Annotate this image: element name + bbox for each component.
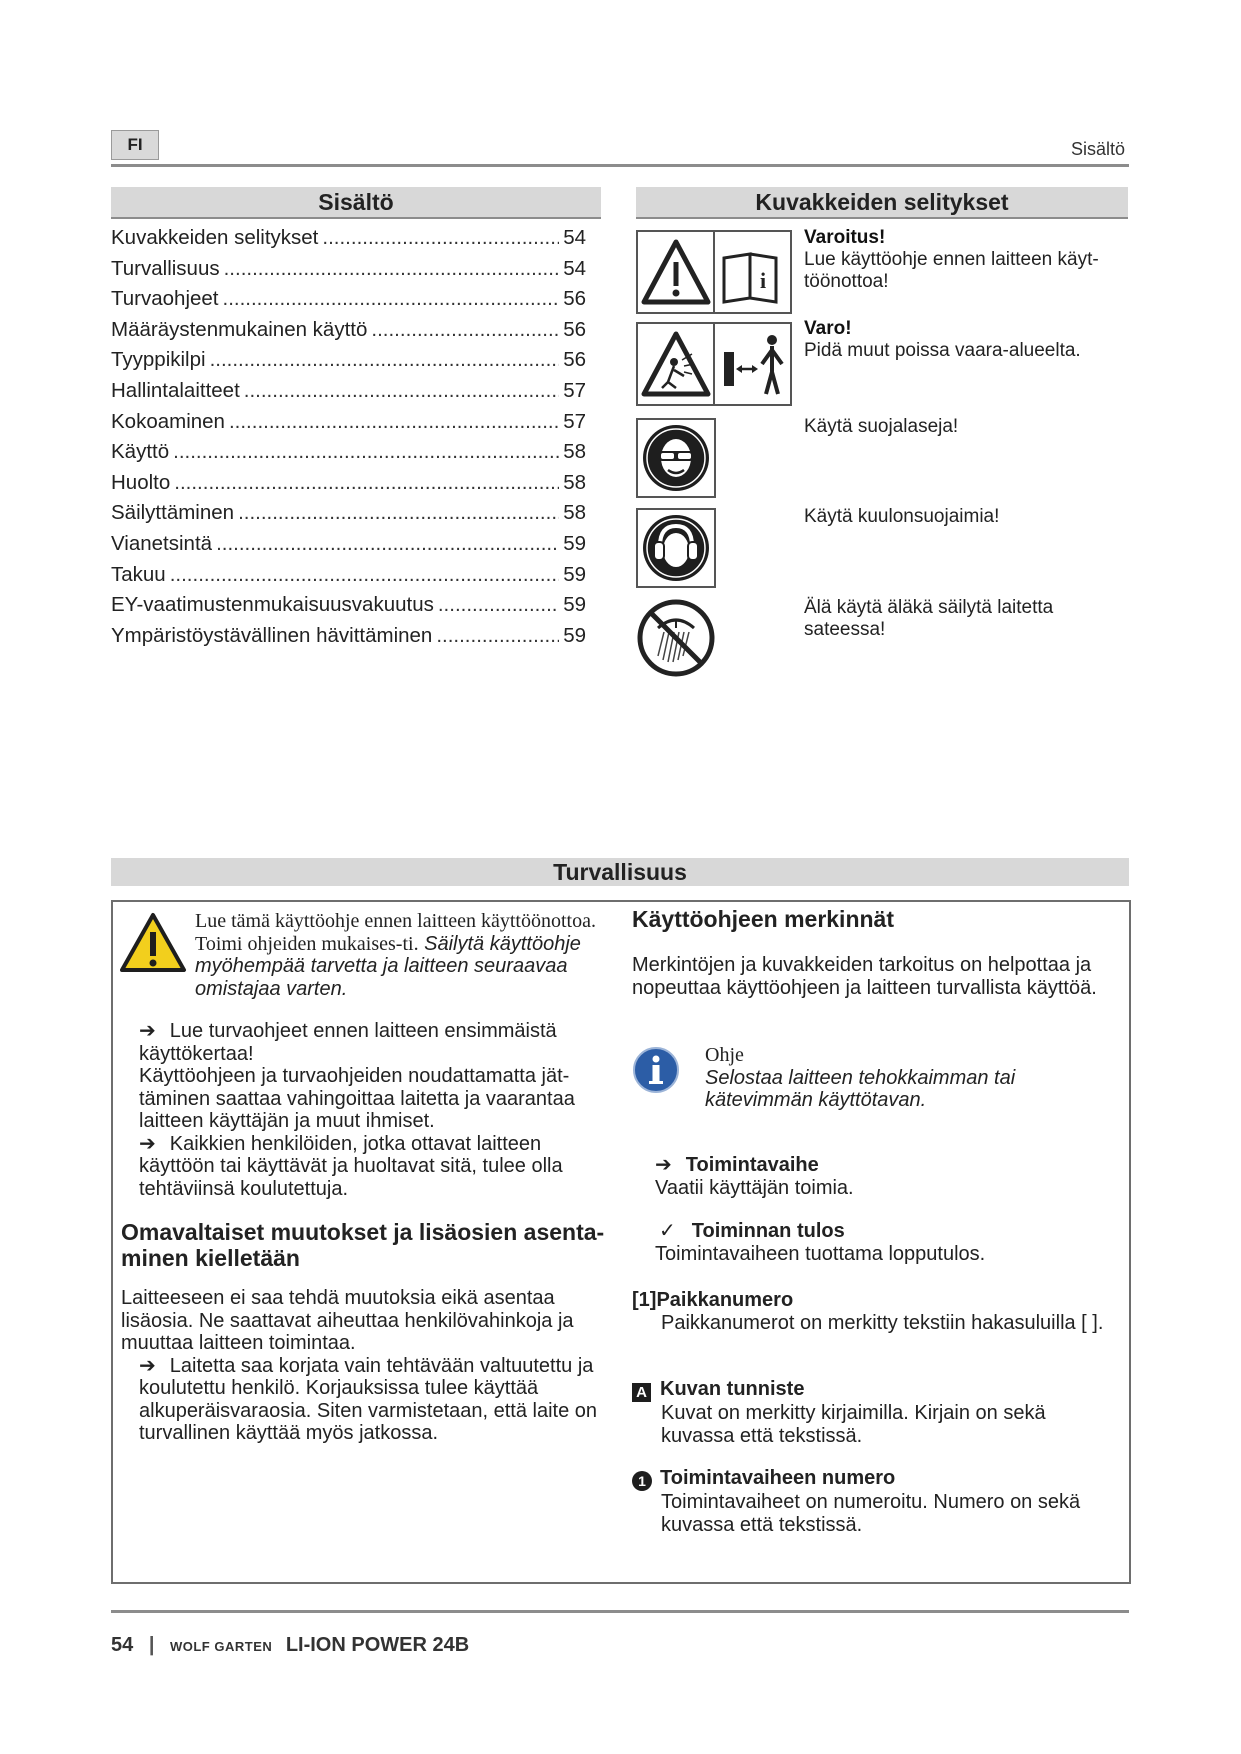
warning-triangle-icon [119, 912, 187, 974]
step-text: Vaatii käyttäjän toimia. [655, 1176, 854, 1199]
toc-entry-label: Vianetsintä [111, 531, 213, 555]
toc-entry-label: Hallintalaitteet [111, 378, 240, 402]
toc-leader-dots [170, 563, 559, 587]
toc-entry-label: Turvaohjeet [111, 287, 219, 311]
toc-leader-dots [216, 532, 559, 556]
toc-entry-label: Säilyttäminen [111, 501, 235, 525]
arrow-icon: ➔ [655, 1154, 672, 1176]
toc-entry[interactable] [111, 532, 586, 563]
symbol-text-caution [804, 318, 1134, 362]
symbol-heading-caution: Varo! [804, 318, 852, 339]
symbol-desc-ear: Käytä kuulonsuojaimia! [804, 506, 1000, 527]
symbol-text-warning [804, 227, 1134, 293]
ear-protection-symbol [636, 508, 716, 588]
goggles-symbol [636, 418, 716, 498]
toc-entry-label: Huolto [111, 470, 171, 494]
note-block [705, 1044, 1125, 1112]
result-label: Toiminnan tulos [691, 1220, 845, 1242]
toc-entry-page: 58 [563, 440, 586, 464]
page-number: 54 [111, 1634, 134, 1656]
safety-intro-serif: Lue tämä käyttöohje ennen laitteen käyttöönottoa. Toimi ohjeiden mukaises-ti. [195, 910, 596, 955]
warning-read-manual-icon [638, 232, 790, 312]
figure-block [632, 1378, 1112, 1447]
table-of-contents [111, 226, 586, 654]
toc-entry-page: 57 [563, 409, 586, 433]
safety-bullet-2: Kaikkien henkilöiden, jotka ottavat laitteen käyttöön tai käyttävät ja huoltavat sitä, tulee olla tehtäviinsä koulutettuja. [139, 1132, 563, 1200]
toc-entry[interactable] [111, 593, 586, 624]
symbols-title: Kuvakkeiden selitykset [636, 187, 1128, 219]
toc-entry-page: 54 [563, 256, 586, 280]
note-text: Selostaa laitteen tehokkaimman tai kätevimmän käyttötavan. [705, 1066, 1016, 1111]
header-rule [111, 164, 1129, 167]
toc-leader-dots [223, 287, 560, 311]
toc-entry[interactable] [111, 257, 586, 288]
toc-leader-dots [371, 318, 559, 342]
symbol-desc-goggles: Käytä suojalaseja! [804, 416, 959, 437]
symbol-desc-rain: Älä käytä äläkä säilytä laitetta sateessa! [804, 597, 1054, 640]
toc-leader-dots [322, 226, 559, 250]
toc-entry[interactable] [111, 287, 586, 318]
toc-entry-label: Käyttö [111, 440, 170, 464]
symbol-text-ear [804, 506, 1134, 528]
step-number-block [632, 1467, 1112, 1536]
symbol-desc-warning: Lue käyttöohje ennen laitteen käyt-töönottoa! [804, 249, 1099, 292]
info-icon [632, 1046, 680, 1094]
toc-entry[interactable] [111, 440, 586, 471]
language-tag: FI [111, 130, 159, 160]
arrow-icon: ➔ [139, 1132, 156, 1155]
result-text: Toimintavaiheen tuottama lopputulos. [655, 1242, 986, 1265]
safety-bullet-1: Lue turvaohjeet ennen laitteen ensimmäistä käyttökertaa! [139, 1020, 557, 1065]
safety-title: Turvallisuus [111, 858, 1129, 886]
safety-para-2: Laitteeseen ei saa tehdä muutoksia eikä asentaa lisäosia. Ne saattavat aiheuttaa henkilövahinkoja ja muuttaa laitteen toimintaa. [121, 1287, 574, 1354]
symbol-text-goggles [804, 416, 1134, 438]
toc-entry[interactable] [111, 226, 586, 257]
toc-entry-label: Kuvakkeiden selitykset [111, 226, 319, 249]
figure-text: Kuvat on merkitty kirjaimilla. Kirjain on sekä kuvassa että tekstissä. [661, 1402, 1046, 1447]
toc-entry[interactable] [111, 471, 586, 502]
safety-left-body [139, 1020, 609, 1200]
symbol-desc-caution: Pidä muut poissa vaara-alueelta. [804, 340, 1081, 361]
toc-leader-dots [210, 348, 560, 372]
figure-letter-badge: A [632, 1383, 651, 1402]
brand-logo: WOLF GARTEN [169, 1639, 273, 1654]
toc-leader-dots [436, 624, 559, 648]
toc-entry[interactable] [111, 563, 586, 594]
markings-title: Käyttöohjeen merkinnät [632, 906, 894, 932]
footer [111, 1634, 469, 1657]
position-block [632, 1289, 1112, 1334]
toc-entry-label: Tyyppikilpi [111, 348, 206, 372]
toc-entry-page: 56 [563, 348, 586, 372]
toc-entry-page: 58 [563, 470, 586, 494]
no-rain-symbol [636, 598, 716, 678]
keep-bystanders-away-icon [638, 324, 790, 404]
arrow-icon: ➔ [139, 1354, 156, 1377]
toc-entry-page: 59 [563, 562, 586, 586]
result-block [655, 1220, 1115, 1265]
safety-intro-italic: Säilytä käyttöohje myöhempää tarvetta ja laitteen seuraavaa omistajaa varten. [195, 932, 581, 1000]
toc-entry-page: 59 [563, 531, 586, 555]
checkmark-icon: ✓ [659, 1220, 676, 1242]
toc-leader-dots [238, 501, 559, 525]
toc-entry-page: 58 [563, 501, 586, 525]
toc-entry[interactable] [111, 624, 586, 655]
toc-entry-label: Määräystenmukainen käyttö [111, 317, 368, 341]
toc-entry-label: EY-vaatimustenmukaisuusvakuutus [111, 593, 434, 617]
toc-entry-page: 57 [563, 378, 586, 402]
toc-leader-dots [173, 440, 559, 464]
safety-goggles-icon [640, 422, 712, 494]
toc-entry[interactable] [111, 348, 586, 379]
toc-entry-page: 54 [563, 226, 586, 249]
toc-leader-dots [438, 593, 559, 617]
caution-keep-away-symbol [636, 322, 792, 406]
footer-rule [111, 1610, 1129, 1613]
toc-entry-label: Turvallisuus [111, 256, 220, 280]
note-label: Ohje [705, 1044, 744, 1066]
svg-text:i: i [759, 268, 767, 293]
symbol-text-rain [804, 597, 1104, 641]
warning-read-manual-symbol [636, 230, 792, 314]
step-label: Toimintavaihe [685, 1154, 819, 1176]
running-header: Sisältö [1070, 139, 1125, 159]
toc-leader-dots [244, 379, 559, 403]
toc-entry-label: Takuu [111, 562, 166, 586]
modifications-heading: Omavaltaiset muutokset ja lisäosien asenta-minen kielletään [121, 1219, 605, 1271]
ear-protection-icon [640, 512, 712, 584]
markings-intro: Merkintöjen ja kuvakkeiden tarkoitus on helpottaa ja nopeuttaa käyttöohjeen ja laitteen turvallista käyttöä. [632, 954, 1097, 999]
toc-entry-page: 56 [563, 287, 586, 311]
toc-entry[interactable] [111, 410, 586, 441]
step-block [655, 1154, 1115, 1199]
safety-bullet-3: Laitetta saa korjata vain tehtävään valtuutettu ja koulutettu henkilö. Korjauksissa tulee käyttää alkuperäisvaraosia. Siten varmistetaan, että laite on turvallinen käyttää myös jatkossa. [139, 1354, 598, 1444]
step-number-badge: 1 [632, 1471, 652, 1491]
info-symbol [632, 1046, 680, 1094]
footer-separator: | [148, 1634, 155, 1656]
modifications-body [121, 1287, 611, 1445]
toc-title: Sisältö [111, 187, 601, 219]
figure-label: Kuvan tunniste [660, 1378, 805, 1400]
position-label: [1]Paikkanumero [632, 1289, 794, 1311]
safety-para-1: Käyttöohjeen ja turvaohjeiden noudattamatta jät-täminen saattaa vahingoittaa laitetta ja vaarantaa laitteen käyttäjän ja muut ihmiset. [139, 1065, 575, 1132]
toc-entry-page: 56 [563, 317, 586, 341]
toc-entry[interactable] [111, 318, 586, 349]
toc-entry[interactable] [111, 501, 586, 532]
toc-leader-dots [174, 471, 559, 495]
arrow-icon: ➔ [139, 1020, 156, 1042]
toc-leader-dots [224, 257, 560, 281]
safety-intro [195, 910, 615, 1000]
step-number-text: Toimintavaiheet on numeroitu. Numero on sekä kuvassa että tekstissä. [661, 1491, 1081, 1536]
product-name: LI-ION POWER 24B [285, 1634, 470, 1656]
toc-entry[interactable] [111, 379, 586, 410]
step-number-label: Toimintavaiheen numero [660, 1467, 896, 1489]
toc-entry-page: 59 [563, 593, 586, 617]
no-rain-icon [636, 598, 716, 678]
position-text: Paikkanumerot on merkitty tekstiin hakasuluilla [ ]. [661, 1311, 1104, 1334]
toc-entry-label: Kokoaminen [111, 409, 225, 433]
symbol-heading-warning: Varoitus! [804, 227, 886, 248]
toc-entry-label: Ympäristöystävällinen hävittäminen [111, 623, 433, 647]
warning-triangle [119, 912, 187, 974]
toc-leader-dots [229, 410, 559, 434]
toc-entry-page: 59 [563, 623, 586, 647]
